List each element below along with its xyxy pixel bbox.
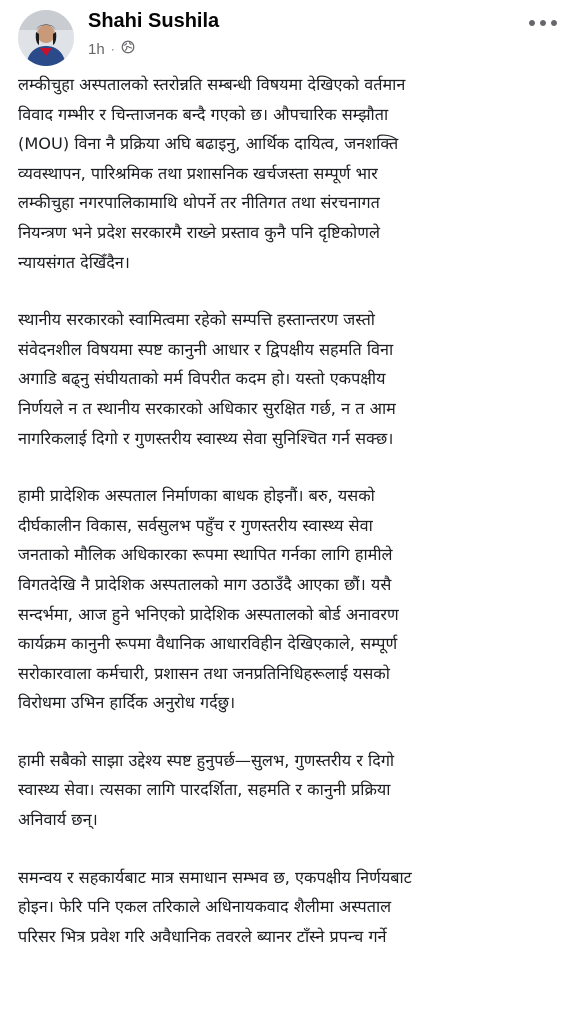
avatar-image xyxy=(18,10,74,66)
author-name[interactable]: Shahi Sushila xyxy=(88,10,220,32)
post-paragraph: स्थानीय सरकारको स्वामित्वमा रहेको सम्पत्ति हस्तान्तरण जस्तो संवेदनशील विषयमा स्पष्ट कानुनी आधार र द्विपक्षीय सहमति विना अगाडि बढ्नु संघीयताको मर्म विपरीत कदम हो। यस्तो एकपक्षीय निर्णयले न त स्थानीय सरकारको अधिकार सुरक्षित गर्छ, न त आम नागरिकलाई दिगो र गुणस्तरीय स्वास्थ्य सेवा सुनिश्चित गर्न सक्छ। xyxy=(18,310,396,448)
more-options-icon xyxy=(528,19,558,27)
more-options-button[interactable] xyxy=(526,12,560,34)
meta-separator: · xyxy=(110,42,115,56)
post-paragraph: लम्कीचुहा अस्पतालको स्तरोन्नति सम्बन्धी विषयमा देखिएको वर्तमान विवाद गम्भीर र चिन्ताजनक बन्दै गएको छ। औपचारिक सम्झौता (MOU) विना नै प्रक्रिया अघि बढाइनु, आर्थिक दायित्व, जनशक्ति व्यवस्थापन, पारिश्रमिक तथा प्रशासनिक खर्चजस्ता सम्पूर्ण भार लम्कीचुहा नगरपालिकामाथि थोपर्ने तर नीतिगत तथा संरचनागत नियन्त्रण भने प्रदेश सरकारमै राख्ने प्रस्ताव कुनै पनि दृष्टिकोणले न्यायसंगत देखिँदैन। xyxy=(18,75,406,272)
globe-icon[interactable] xyxy=(121,40,135,58)
post-paragraph: हामी प्रादेशिक अस्पताल निर्माणका बाधक होइनौं। बरु, यसको दीर्घकालीन विकास, सर्वसुलभ पहुँच र गुणस्तरीय स्वास्थ्य सेवा जनताको मौलिक अधिकारका रूपमा स्थापित गर्नका लागि हामीले विगतदेखि नै प्रादेशिक अस्पतालको माग उठाउँदै आएका छौं। यसै सन्दर्भमा, आज हुने भनिएको प्रादेशिक अस्पतालको बोर्ड अनावरण कार्यक्रम कानुनी रूपमा वैधानिक आधारविहीन देखिएकाले, सम्पूर्ण सरोकारवाला कर्मचारी, प्रशासन तथा जनप्रतिनिधिहरूलाई यसको विरोधमा उभिन हार्दिक अनुरोध गर्दछु। xyxy=(18,486,399,713)
avatar[interactable] xyxy=(18,10,74,66)
post-paragraph: समन्वय र सहकार्यबाट मात्र समाधान सम्भव छ, एकपक्षीय निर्णयबाट होइन। फेरि पनि एकल तरिकाले अधिनायकवाद शैलीमा अस्पताल परिसर भित्र प्रवेश गरि अवैधानिक तवरले ब्यानर टाँस्ने प्रपन्च गर्ने xyxy=(18,867,412,946)
post-time[interactable]: 1h xyxy=(88,40,105,58)
post-header xyxy=(0,0,576,72)
post-meta xyxy=(88,40,135,58)
post-paragraph: हामी सबैको साझा उद्देश्य स्पष्ट हुनुपर्छ—सुलभ, गुणस्तरीय र दिगो स्वास्थ्य सेवा। त्यसका लागि पारदर्शिता, सहमति र कानुनी प्रक्रिया अनिवार्य छन्। xyxy=(18,750,395,830)
post-body xyxy=(18,70,564,1024)
